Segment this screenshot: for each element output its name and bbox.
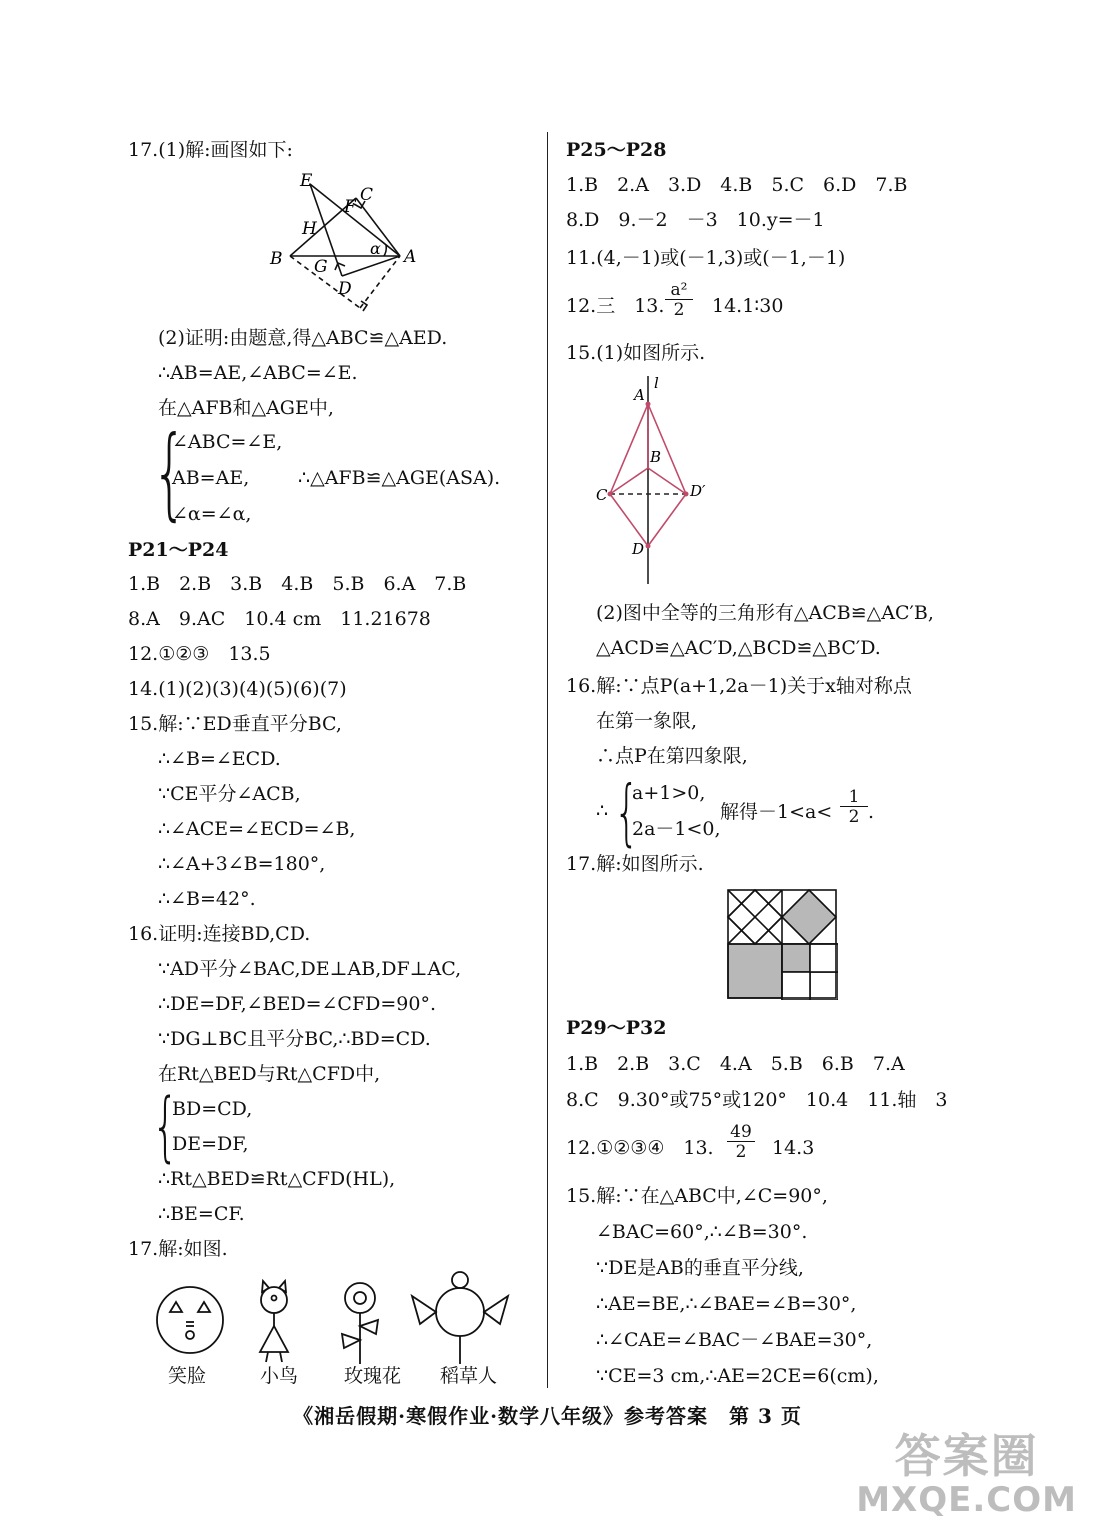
- fig2-label-c: C: [596, 486, 608, 504]
- s1-system-2: DE=DF,: [172, 1133, 249, 1155]
- caption-rose: 玫瑰花: [344, 1365, 402, 1387]
- fig1-label-d: D: [338, 279, 352, 299]
- fig1-label-c: C: [360, 185, 374, 205]
- caption-smiley: 笑脸: [168, 1365, 207, 1387]
- section-heading-p25-p28: P25～P28: [566, 139, 667, 161]
- s2-fraction-half-numerator: 1: [840, 788, 868, 807]
- watermark-url: MXQE.COM: [856, 1480, 1077, 1520]
- s2-fraction-13-denominator: 2: [673, 300, 685, 320]
- s1-line-6: ∴∠B=∠ECD.: [158, 748, 281, 770]
- fig1-label-g: G: [314, 257, 328, 277]
- s1-line-16: ∴Rt△BED≌Rt△CFD(HL),: [158, 1168, 396, 1190]
- s1-line-1: 1.B 2.B 3.B 4.B 5.B 6.A 7.B: [128, 573, 467, 595]
- s3-line-7: ∴AE=BE,∴∠BAE=∠B=30°,: [596, 1293, 857, 1315]
- fig1-label-b: B: [270, 249, 283, 269]
- fig2-label-l: l: [654, 374, 659, 392]
- s2-line-11: 17.解:如图所示.: [566, 853, 704, 875]
- fig1-label-h: H: [302, 219, 317, 239]
- caption-scarecrow: 稻草人: [440, 1365, 498, 1387]
- section-heading-p29-p32: P29～P32: [566, 1017, 667, 1039]
- watermark: [856, 1430, 1077, 1518]
- s3-line-9: ∵CE=3 cm,∴AE=2CE=6(cm),: [596, 1365, 879, 1387]
- q17-system-1: ∠ABC=∠E,: [172, 431, 283, 453]
- s1-line-8: ∴∠ACE=∠ECD=∠B,: [158, 818, 356, 840]
- column-divider: [547, 132, 548, 1388]
- fig1-label-e: E: [300, 171, 313, 191]
- fig2-label-d: D: [632, 540, 645, 558]
- s2-line-5: 15.(1)如图所示.: [566, 342, 706, 364]
- fig2-label-a: A: [634, 386, 645, 404]
- s2-line-3: 11.(4,－1)或(－1,3)或(－1,－1): [566, 247, 846, 269]
- s1-line-12: ∵AD平分∠BAC,DE⊥AB,DF⊥AC,: [158, 958, 462, 980]
- s1-line-15: 在Rt△BED与Rt△CFD中,: [158, 1063, 381, 1085]
- s1-line-11: 16.证明:连接BD,CD.: [128, 923, 311, 945]
- s2-line-7: △ACD≌△AC′D,△BCD≌△BC′D.: [596, 637, 881, 659]
- s3-fraction-13-denominator: 2: [735, 1142, 747, 1162]
- s1-line-7: ∵CE平分∠ACB,: [158, 783, 301, 805]
- s2-line-9: 在第一象限,: [596, 710, 698, 732]
- s3-line-3a: 12.①②③④ 13.: [566, 1137, 714, 1159]
- caption-bird: 小鸟: [260, 1365, 299, 1387]
- s1-line-9: ∴∠A+3∠B=180°,: [158, 853, 326, 875]
- s3-line-3b: 14.3: [772, 1137, 815, 1159]
- section-heading-p21-p24: P21～P24: [128, 539, 229, 561]
- s1-line-10: ∴∠B=42°.: [158, 888, 256, 910]
- s2-fraction-13: [665, 281, 693, 320]
- s1-line-2: 8.A 9.AC 10.4 cm 11.21678: [128, 608, 431, 630]
- figure-kite-reflection: [592, 372, 722, 586]
- s3-fraction-13: [727, 1123, 755, 1162]
- figure-symmetric-drawings: [150, 1268, 510, 1364]
- figure-square-grid: [726, 888, 838, 1000]
- q17-line-3: 在△AFB和△AGE中,: [158, 397, 334, 419]
- s2-line-4b: 14.1∶30: [712, 295, 784, 317]
- s3-line-8: ∴∠CAE=∠BAC－∠BAE=30°,: [596, 1329, 873, 1351]
- s2-system-therefore: ∴: [596, 800, 609, 822]
- s1-system-1: BD=CD,: [172, 1098, 253, 1120]
- s1-line-13: ∴DE=DF,∠BED=∠CFD=90°.: [158, 993, 437, 1015]
- fig2-label-b: B: [650, 448, 662, 466]
- s1-line-4: 14.(1)(2)(3)(4)(5)(6)(7): [128, 678, 347, 700]
- s1-line-17: ∴BE=CF.: [158, 1203, 245, 1225]
- s2-system-brace: {: [614, 770, 640, 854]
- q17-heading: 17.(1)解:画图如下:: [128, 139, 293, 161]
- s3-line-5: ∠BAC=60°,∴∠B=30°.: [596, 1221, 808, 1243]
- s2-system-2: 2a－1<0,: [632, 818, 721, 840]
- q17-conclusion: ∴△AFB≌△AGE(ASA).: [298, 467, 501, 489]
- s2-line-10: ∴点P在第四象限,: [596, 745, 748, 767]
- fig1-label-a: A: [404, 247, 417, 267]
- s3-line-6: ∵DE是AB的垂直平分线,: [596, 1257, 804, 1279]
- fig2-label-d-prime: D′: [690, 482, 706, 500]
- s2-line-1: 1.B 2.A 3.D 4.B 5.C 6.D 7.B: [566, 174, 908, 196]
- watermark-logo-text: 答案圈: [894, 1429, 1039, 1483]
- q17-system-3: ∠α=∠α,: [172, 503, 252, 525]
- s1-line-5: 15.解:∵ED垂直平分BC,: [128, 713, 342, 735]
- s2-system-1: a+1>0,: [632, 782, 706, 804]
- s2-fraction-half: [840, 788, 868, 827]
- fig1-label-f: F: [344, 197, 356, 217]
- page-footer: 《湘岳假期·寒假作业·数学八年级》参考答案 第 3 页: [293, 1404, 802, 1428]
- q17-line-1: (2)证明:由题意,得△ABC≌△AED.: [158, 327, 448, 349]
- s3-fraction-13-numerator: 49: [727, 1123, 755, 1142]
- q17-system-2: AB=AE,: [172, 467, 250, 489]
- q17-line-2: ∴AB=AE,∠ABC=∠E.: [158, 362, 358, 384]
- figure-triangles-abc-aed: [262, 168, 432, 316]
- s2-fraction-13-numerator: a²: [665, 281, 693, 300]
- s2-line-6: (2)图中全等的三角形有△ACB≌△AC′B,: [596, 602, 934, 624]
- s1-line-18: 17.解:如图.: [128, 1238, 228, 1260]
- s2-system-solution: 解得－1<a<: [720, 801, 833, 823]
- s1-line-14: ∵DG⊥BC且平分BC,∴BD=CD.: [158, 1028, 431, 1050]
- s2-fraction-half-denominator: 2: [848, 807, 860, 827]
- s1-system-brace: {: [152, 1081, 179, 1170]
- s1-line-3: 12.①②③ 13.5: [128, 643, 271, 665]
- s2-line-4a: 12.三 13.: [566, 295, 665, 317]
- s2-line-8: 16.解:∵点P(a+1,2a－1)关于x轴对称点: [566, 675, 912, 697]
- s3-line-1: 1.B 2.B 3.C 4.A 5.B 6.B 7.A: [566, 1053, 905, 1075]
- s2-system-end: .: [868, 801, 875, 823]
- fig1-label-alpha: α: [370, 239, 381, 258]
- s3-line-2: 8.C 9.30°或75°或120° 10.4 11.轴 3: [566, 1089, 948, 1111]
- s2-line-2: 8.D 9.－2 －3 10.y=－1: [566, 209, 825, 231]
- s3-line-4: 15.解:∵在△ABC中,∠C=90°,: [566, 1185, 828, 1207]
- q17-system-brace: {: [152, 414, 187, 531]
